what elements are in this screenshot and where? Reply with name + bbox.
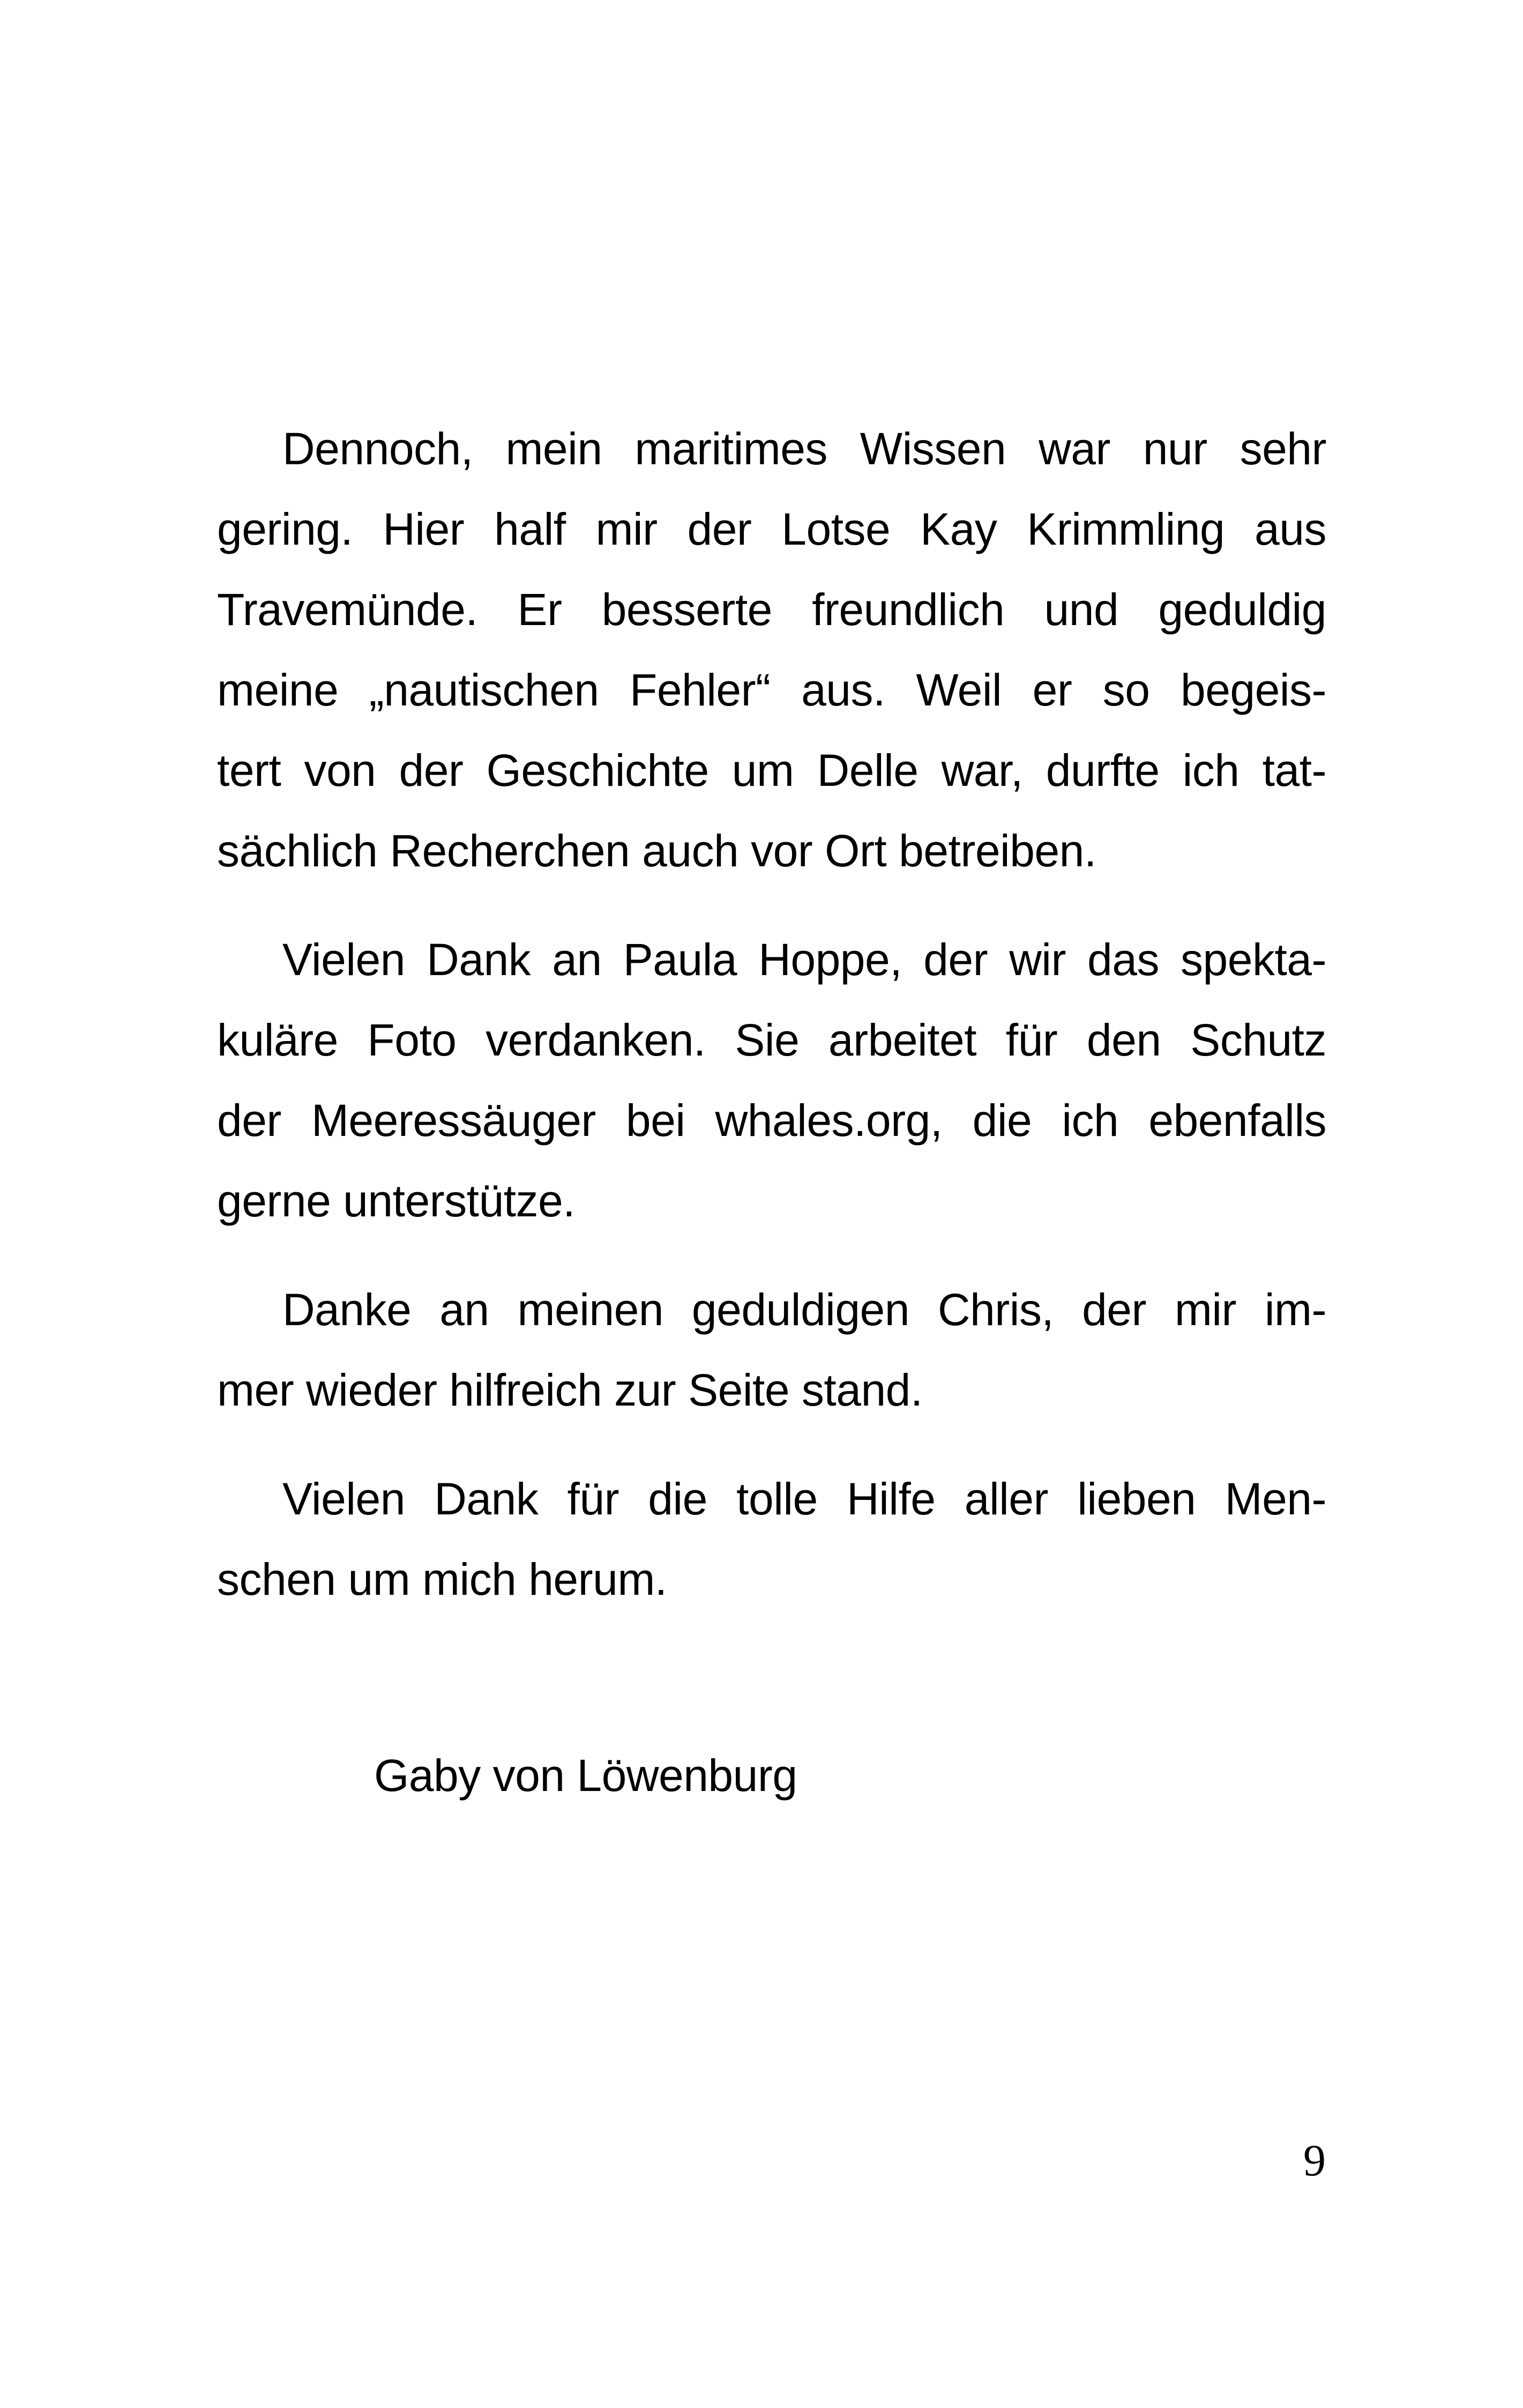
text-line: Vielen Dank an Paula Hoppe, der wir das spekta- xyxy=(282,934,1326,985)
text-line: mer wieder hilfreich zur Seite stand. xyxy=(217,1365,923,1415)
page-number: 9 xyxy=(1303,2136,1326,2186)
text-line: Danke an meinen geduldigen Chris, der mir im- xyxy=(282,1284,1326,1335)
text-line: gerne unterstütze. xyxy=(217,1176,576,1226)
text-line: gering. Hier half mir der Lotse Kay Krimmling aus xyxy=(217,504,1326,554)
text-line: tert von der Geschichte um Delle war, durfte ich tat- xyxy=(217,745,1326,796)
author-signature: Gaby von Löwenburg xyxy=(374,1750,797,1801)
text-line: kuläre Foto verdanken. Sie arbeitet für den Schutz xyxy=(217,1015,1326,1065)
text-line: Travemünde. Er besserte freundlich und geduldig xyxy=(217,584,1326,635)
paragraph-1 xyxy=(217,408,1326,891)
text-line: sächlich Recherchen auch vor Ort betreiben. xyxy=(217,826,1096,876)
text-line: Dennoch, mein maritimes Wissen war nur sehr xyxy=(282,423,1326,474)
acknowledgements-text xyxy=(217,408,1326,1648)
text-line: schen um mich herum. xyxy=(217,1554,667,1604)
text-line: der Meeressäuger bei whales.org, die ich ebenfalls xyxy=(217,1095,1326,1146)
paragraph-2 xyxy=(217,919,1326,1241)
paragraph-4 xyxy=(217,1459,1326,1619)
text-line: meine „nautischen Fehler“ aus. Weil er so begeis- xyxy=(217,665,1326,715)
text-line: Vielen Dank für die tolle Hilfe aller lieben Men- xyxy=(282,1474,1326,1524)
paragraph-3 xyxy=(217,1269,1326,1430)
